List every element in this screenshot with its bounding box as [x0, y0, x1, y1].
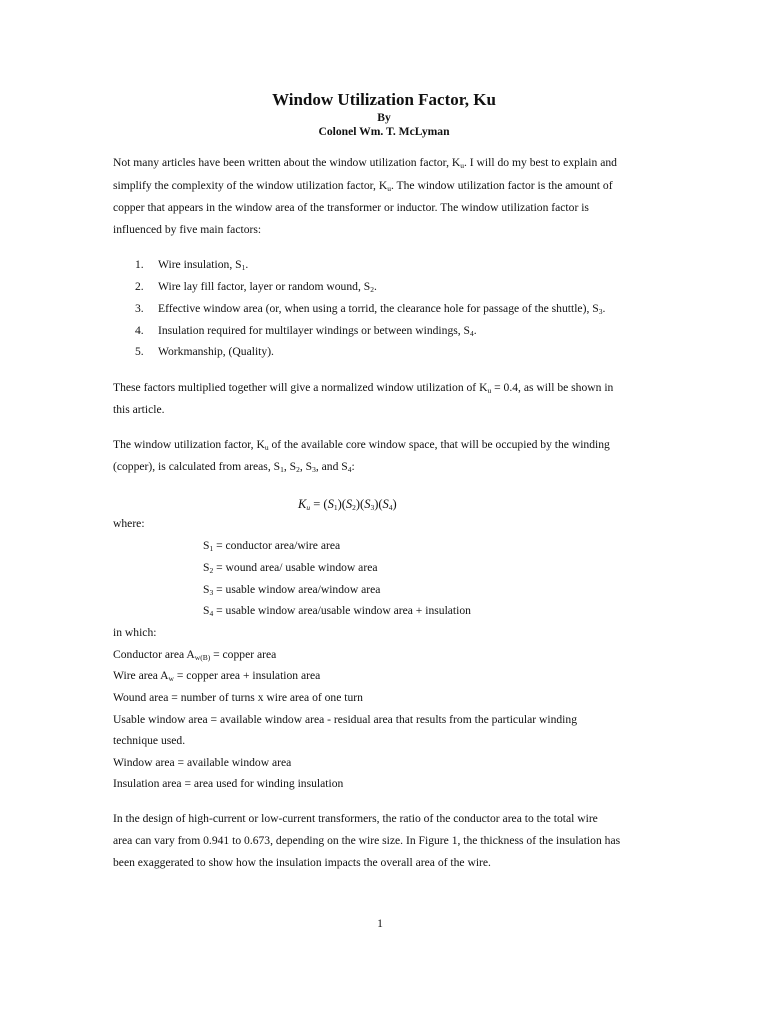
where-label: where:	[113, 517, 145, 530]
para4-line-3: been exaggerated to show how the insulation impacts the overall area of the wire.	[113, 856, 491, 869]
intro-line-2: simplify the complexity of the window utilization factor, $K_u$. The window utilization factor is the amount of	[113, 179, 613, 193]
list-item: Workmanship, (Quality).	[158, 345, 274, 358]
list-number: 4.	[135, 324, 144, 337]
list-item: Effective window area (or, when using a torrid, the clearance hole for passage of the shuttle), $S_3$.	[158, 302, 606, 316]
intro-line-4: influenced by five main factors:	[113, 223, 262, 236]
definition-s1: $S_1$ = conductor area/wire area	[203, 539, 341, 553]
term-usable-area-line-1: Usable window area = available window area - residual area that results from the particular winding	[113, 713, 577, 726]
intro-line-3: copper that appears in the window area of the transformer or inductor. The window utilization factor is	[113, 201, 589, 214]
list-item: Wire insulation, $S_1$.	[158, 258, 249, 272]
byline-label: By	[377, 111, 391, 124]
ku-formula: $K_u = (S_1)(S_2)(S_3)(S_4)$	[298, 497, 397, 512]
list-item: Wire lay fill factor, layer or random wound, $S_2$.	[158, 280, 377, 294]
author-name: Colonel Wm. T. McLyman	[318, 125, 450, 138]
document-title: Window Utilization Factor, Ku	[272, 90, 496, 109]
para2-line-1: These factors multiplied together will give a normalized window utilization of $K_u = 0.4$, as will be shown in	[113, 381, 614, 395]
para4-line-1: In the design of high-current or low-current transformers, the ratio of the conductor area to the total wire	[113, 812, 598, 825]
definition-s2: $S_2$ = wound area/ usable window area	[203, 561, 378, 575]
para4-line-2: area can vary from 0.941 to 0.673, depending on the wire size. In Figure 1, the thickness of the insulation has	[113, 834, 621, 847]
list-item: Insulation required for multilayer windings or between windings, $S_4$.	[158, 324, 477, 338]
page-number: 1	[377, 917, 383, 930]
term-usable-area-line-2: technique used.	[113, 734, 186, 747]
intro-line-1: Not many articles have been written about the window utilization factor, $K_u$. I will do my best to explain and	[113, 156, 617, 170]
para2-line-2: this article.	[113, 403, 165, 416]
list-number: 2.	[135, 280, 144, 293]
list-number: 1.	[135, 258, 144, 271]
term-insulation-area: Insulation area = area used for winding insulation	[113, 777, 344, 790]
para3-line-2: (copper), is calculated from areas, $S_1$, $S_2$, $S_3$, and $S_4$:	[113, 460, 355, 474]
list-number: 5.	[135, 345, 144, 358]
para3-line-1: The window utilization factor, $K_u$ of the available core window space, that will be occupied by the winding	[113, 438, 610, 452]
in-which-label: in which:	[113, 626, 157, 639]
term-window-area: Window area = available window area	[113, 756, 292, 769]
term-wound-area: Wound area = number of turns x wire area of one turn	[113, 691, 363, 704]
term-conductor-area: Conductor area $A_{w(B)}$ = copper area	[113, 648, 277, 662]
definition-s4: $S_4$ = usable window area/usable window area + insulation	[203, 604, 471, 618]
term-wire-area: Wire area $A_w$ = copper area + insulation area	[113, 669, 321, 683]
definition-s3: $S_3$ = usable window area/window area	[203, 583, 381, 597]
list-number: 3.	[135, 302, 144, 315]
